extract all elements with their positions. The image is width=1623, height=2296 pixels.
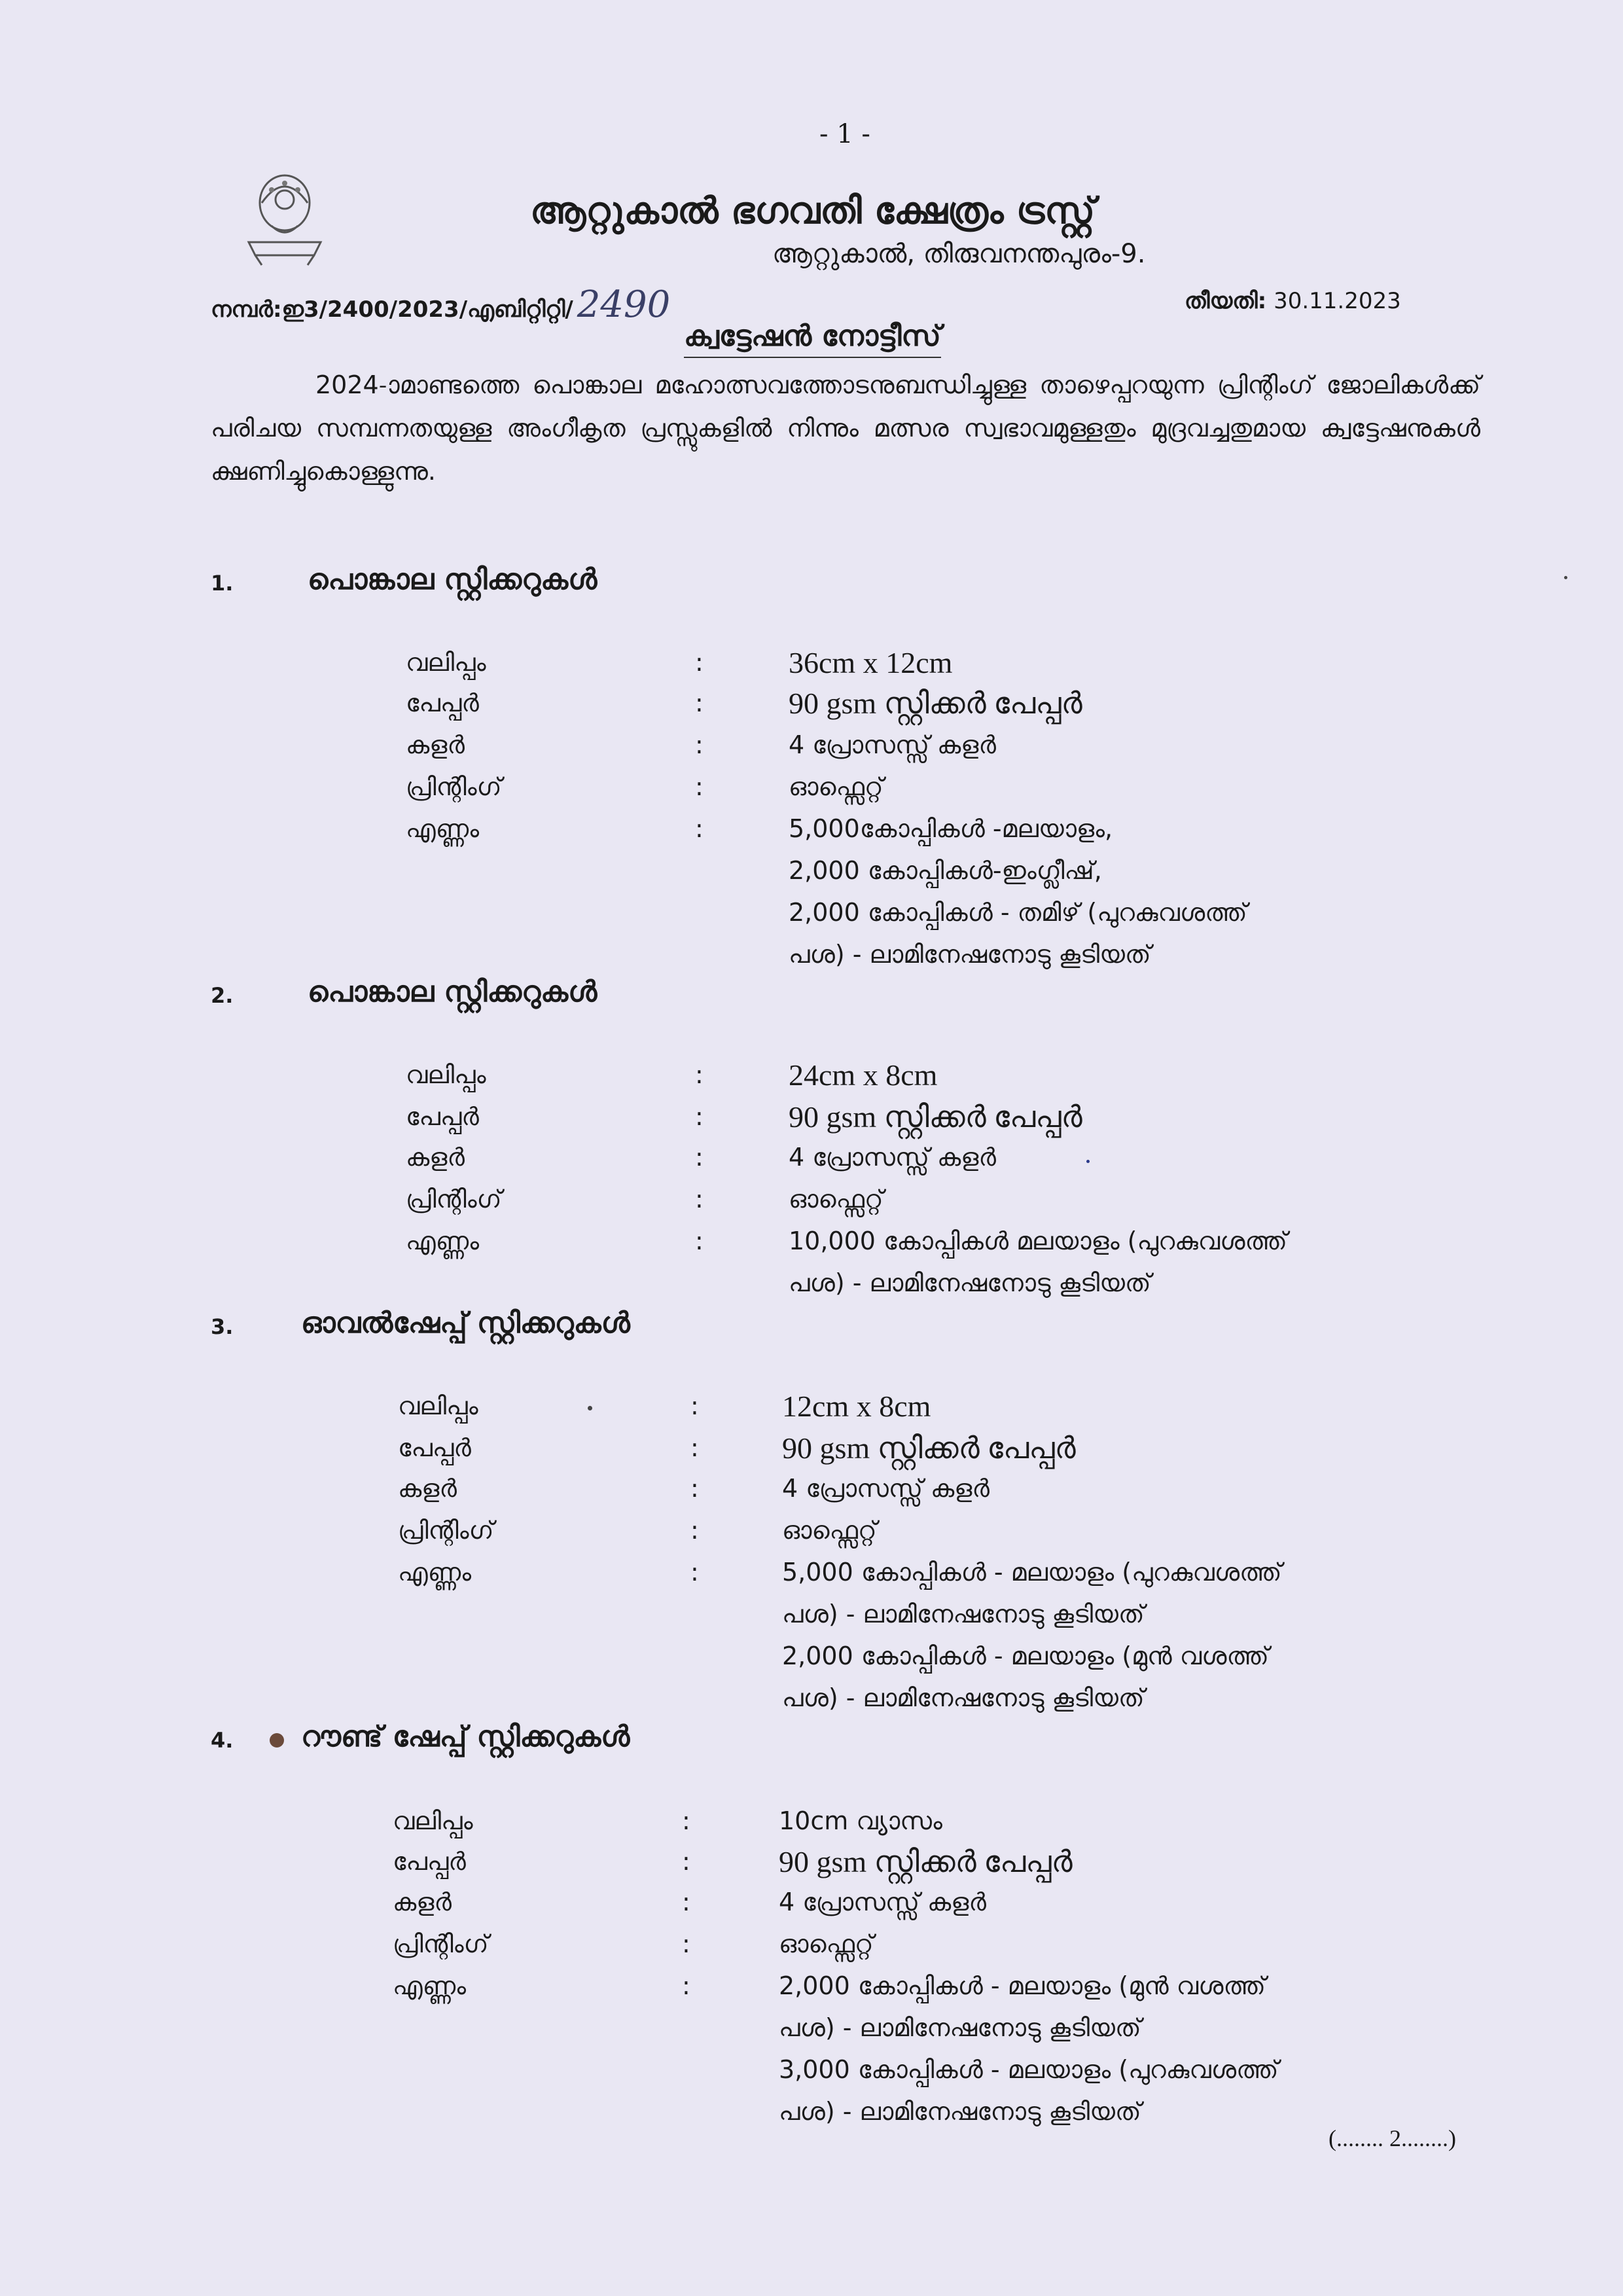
colon: : [695, 1227, 704, 1255]
organization-name: ആറ്റുകാൽ ഭഗവതി ക്ഷേത്രം ട്രസ്റ്റ് [530, 190, 1096, 232]
reference-handwritten: 2490 [577, 283, 671, 326]
color-label: കളർ [406, 730, 465, 759]
date-line [1185, 288, 1401, 314]
colon: : [695, 1143, 704, 1172]
printing-value: ഓഫ്സെറ്റ് [782, 1516, 877, 1545]
size-label: വലിപ്പം [406, 648, 486, 677]
paper-label: പേപ്പർ [393, 1847, 466, 1876]
quantity-line: 2,000 കോപ്പികൾ - മലയാളം (മുൻ വശത്ത് [779, 1971, 1266, 2000]
printing-label: പ്രിന്റിംഗ് [406, 1185, 502, 1213]
quantity-line: പശ) - ലാമിനേഷനോടു കൂടിയത് [782, 1683, 1145, 1712]
colon: : [695, 648, 704, 677]
printing-label: പ്രിന്റിംഗ് [406, 772, 502, 801]
notice-title: ക്വട്ടേഷൻ നോട്ടീസ് [684, 319, 941, 358]
section-number: 3. [211, 1314, 234, 1339]
quantity-line: 5,000കോപ്പികൾ -മലയാളം, [789, 814, 1113, 843]
colon: : [695, 772, 704, 801]
scan-speck [270, 1733, 284, 1748]
colon: : [695, 689, 704, 717]
size-value: 24cm x 8cm [789, 1058, 938, 1092]
section-title: പൊങ്കാല സ്റ്റിക്കറുകൾ [308, 975, 597, 1009]
color-label: കളർ [393, 1888, 452, 1916]
date-label: തീയതി: [1185, 288, 1267, 314]
paper-label: പേപ്പർ [398, 1433, 471, 1462]
colon: : [695, 1185, 704, 1213]
section-title: പൊങ്കാല സ്റ്റിക്കറുകൾ [308, 563, 597, 596]
printing-label: പ്രിന്റിംഗ് [393, 1929, 489, 1958]
organization-address: ആറ്റുകാൽ, തിരുവനന്തപുരം-9. [772, 239, 1146, 269]
colon: : [682, 1888, 690, 1916]
paper-value: 90 gsm സ്റ്റിക്കർ പേപ്പർ [789, 687, 1082, 720]
color-value: 4 പ്രോസസ്സ് കളർ [782, 1474, 990, 1503]
paper-value: 90 gsm സ്റ്റിക്കർ പേപ്പർ [789, 1100, 1082, 1134]
continuation-marker: (........ 2........) [1329, 2125, 1456, 2151]
quantity-line: 2,000 കോപ്പികൾ-ഇംഗ്ലീഷ്, [789, 856, 1102, 885]
color-value: 4 പ്രോസസ്സ് കളർ [779, 1888, 987, 1916]
colon: : [682, 1847, 690, 1876]
colon: : [690, 1391, 699, 1420]
size-label: വലിപ്പം [398, 1391, 478, 1420]
size-value: 12cm x 8cm [782, 1390, 931, 1423]
section-number: 2. [211, 983, 234, 1008]
reference-prefix: നമ്പർ:ഇ3/2400/2023/എബിറ്റിറ്റി/ [211, 296, 573, 323]
colon: : [690, 1558, 699, 1587]
quantity-line: പശ) - ലാമിനേഷനോടു കൂടിയത് [779, 2013, 1141, 2042]
colon: : [682, 1929, 690, 1958]
size-value: 10cm വ്യാസം [779, 1806, 942, 1835]
quantity-line: 2,000 കോപ്പികൾ - മലയാളം (മുൻ വശത്ത് [782, 1641, 1269, 1670]
notice-intro: 2024-ാമാണ്ടത്തെ പൊങ്കാല മഹോത്സവത്തോടനുബന്ധിച്ചുള്ള താഴെപ്പറയുന്ന പ്രിന്റിംഗ് ജോലികൾക്ക് പരിചയ സമ്പന്നതയുള്ള അംഗീകൃത പ്രസ്സുകളിൽ നിന്നും മത്സര സ്വഭാവമുള്ളതും മുദ്രവച്ചതുമായ ക്വട്ടേഷനുകൾ ക്ഷണിച്ചുകൊള്ളുന്നു. [211, 370, 1480, 486]
printing-value: ഓഫ്സെറ്റ് [779, 1929, 874, 1958]
paper-value: 90 gsm സ്റ്റിക്കർ പേപ്പർ [779, 1845, 1073, 1878]
quantity-line: പശ) - ലാമിനേഷനോടു കൂടിയത് [782, 1600, 1145, 1628]
page-number: - 1 - [819, 119, 870, 149]
quantity-line: പശ) - ലാമിനേഷനോടു കൂടിയത് [789, 1268, 1151, 1297]
paper-value: 90 gsm സ്റ്റിക്കർ പേപ്പർ [782, 1431, 1076, 1465]
colon: : [695, 730, 704, 759]
paper-label: പേപ്പർ [406, 1102, 479, 1131]
size-label: വലിപ്പം [406, 1060, 486, 1089]
section-title: റൗണ്ട് ഷേപ്പ് സ്റ്റിക്കറുകൾ [301, 1720, 630, 1753]
size-value: 36cm x 12cm [789, 646, 953, 679]
colon: : [682, 1971, 690, 2000]
quantity-label: എണ്ണം [406, 1227, 480, 1255]
quantity-line: 2,000 കോപ്പികൾ - തമിഴ് (പുറകുവശത്ത് [789, 898, 1247, 927]
printing-value: ഓഫ്സെറ്റ് [789, 772, 883, 801]
section-title: ഓവൽഷേപ്പ് സ്റ്റിക്കറുകൾ [301, 1306, 630, 1340]
scan-speck [588, 1406, 592, 1410]
colon: : [695, 814, 704, 843]
color-value: 4 പ്രോസസ്സ് കളർ [789, 730, 997, 759]
colon: : [695, 1102, 704, 1131]
colon: : [690, 1474, 699, 1503]
section-number: 1. [211, 571, 234, 596]
quantity-line: 3,000 കോപ്പികൾ - മലയാളം (പുറകുവശത്ത് [779, 2055, 1279, 2084]
colon: : [690, 1516, 699, 1545]
color-label: കളർ [398, 1474, 457, 1503]
colon: : [690, 1433, 699, 1462]
quantity-line: 10,000 കോപ്പികൾ മലയാളം (പുറകുവശത്ത് [789, 1227, 1287, 1255]
color-label: കളർ [406, 1143, 465, 1172]
quantity-line: പശ) - ലാമിനേഷനോടു കൂടിയത് [779, 2097, 1141, 2126]
size-label: വലിപ്പം [393, 1806, 473, 1835]
quantity-label: എണ്ണം [398, 1558, 472, 1587]
color-value: 4 പ്രോസസ്സ് കളർ [789, 1143, 997, 1172]
quantity-label: എണ്ണം [393, 1971, 467, 2000]
printing-label: പ്രിന്റിംഗ് [398, 1516, 494, 1545]
reference-number [211, 283, 670, 326]
scan-speck [1564, 576, 1567, 579]
quantity-line: പശ) - ലാമിനേഷനോടു കൂടിയത് [789, 940, 1151, 969]
temple-emblem-icon [236, 164, 334, 268]
scan-speck [1086, 1160, 1090, 1163]
colon: : [682, 1806, 690, 1835]
section-number: 4. [211, 1728, 234, 1753]
printing-value: ഓഫ്സെറ്റ് [789, 1185, 883, 1213]
colon: : [695, 1060, 704, 1089]
quantity-line: 5,000 കോപ്പികൾ - മലയാളം (പുറകുവശത്ത് [782, 1558, 1282, 1587]
quantity-label: എണ്ണം [406, 814, 480, 843]
paper-label: പേപ്പർ [406, 689, 479, 717]
date-value: 30.11.2023 [1274, 288, 1401, 314]
